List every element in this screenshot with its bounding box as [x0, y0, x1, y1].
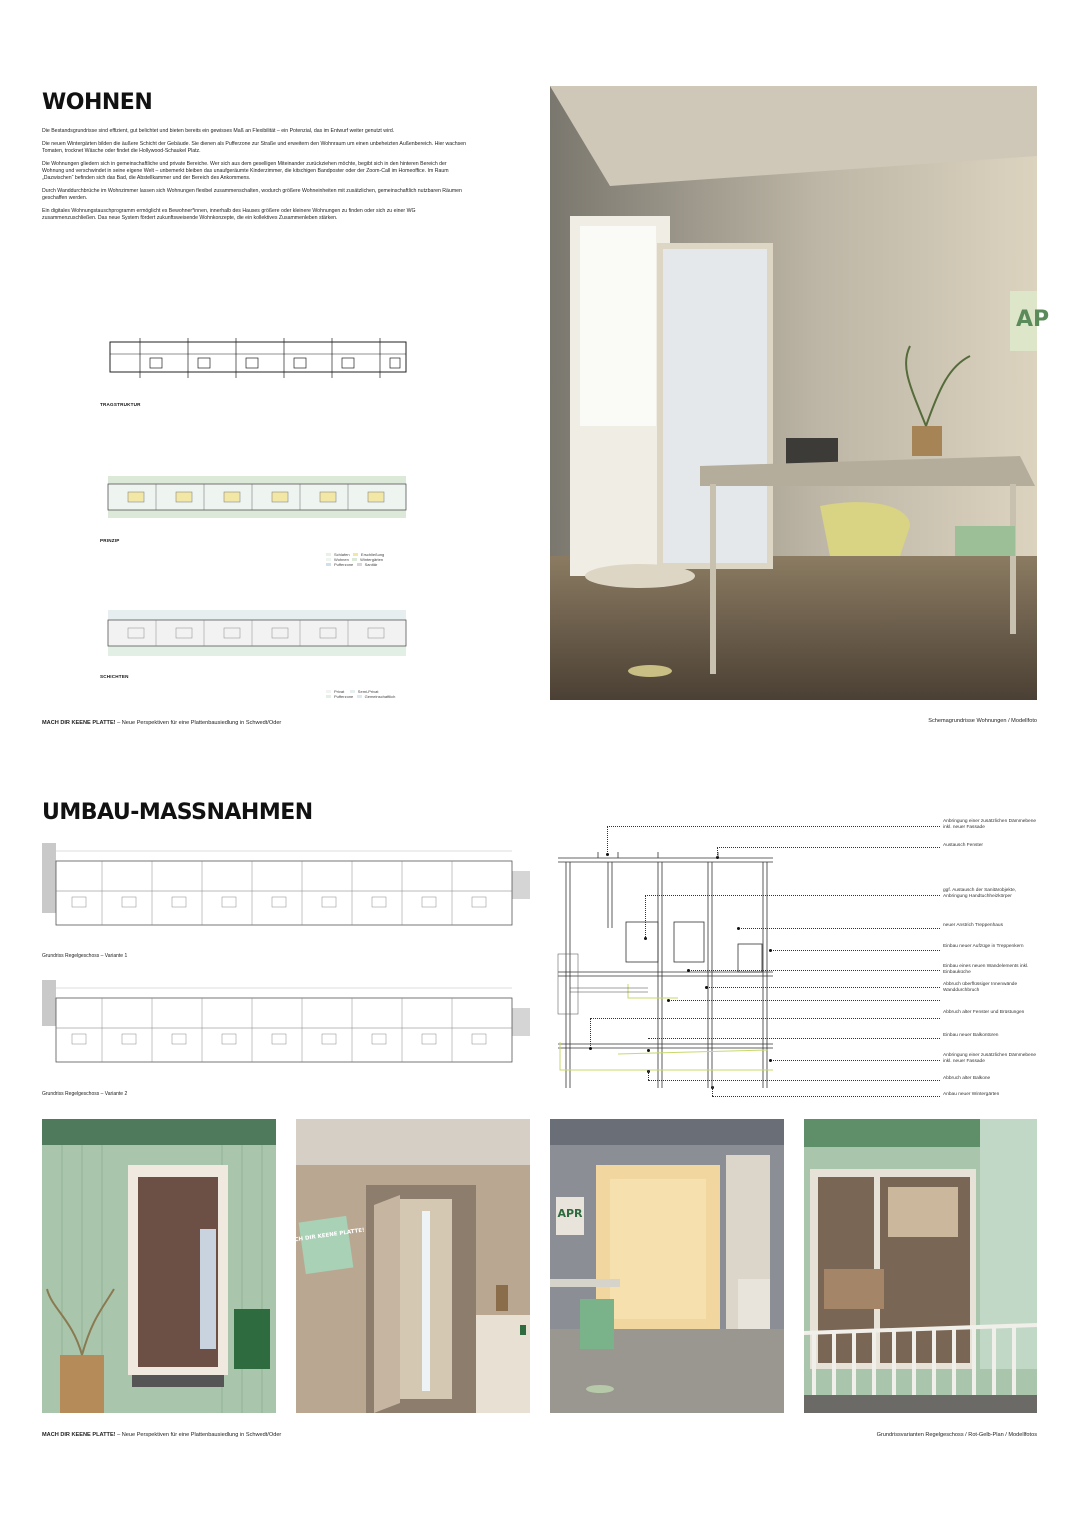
leader-line — [712, 1096, 940, 1097]
plan-caption: Grundriss Regelgeschoss – Variante 1 — [42, 953, 128, 959]
floorplan-variante-1 — [42, 843, 532, 949]
footer-page1 — [42, 720, 281, 726]
plan-tragstruktur — [100, 334, 410, 388]
paragraph: Durch Wanddurchbrüche im Wohnzimmer lassen sich Wohnungen flexibel zusammenschalten, wodurch größere Wohneinheiten mit zusätzlichen, gemeinschaftlich nutzbaren Räumen geschaffen werden. — [42, 188, 462, 201]
leader-vertical — [607, 826, 609, 854]
footer-text: – Neue Perspektiven für eine Plattenbausiedlung in Schwedt/Oder — [115, 1432, 282, 1438]
annotation: Einbau eines neuen Wandelements inkl. Einbauküche — [943, 964, 1029, 976]
footer-brand: MACH DIR KEENE PLATTE! — [42, 1432, 116, 1438]
paragraph: Ein digitales Wohnungstauschprogramm ermöglicht es Bewohner*innen, innerhalb des Hauses größere oder kleinere Wohnungen zu finden oder sich zu einer WG zusammenzuschließen. Das neue System fördert zukunftsweisende Wohnkonzepte, die ein kollektives Zusammenleben stärken. — [42, 208, 416, 221]
leader-vertical — [717, 847, 719, 857]
leader-dot — [606, 853, 609, 856]
model-photo-winter-garden — [804, 1119, 1037, 1413]
leader-line — [717, 847, 940, 848]
leader-line — [770, 1060, 940, 1061]
leader-line — [668, 1000, 940, 1001]
leader-vertical — [645, 895, 647, 939]
model-photo-kitchen — [550, 1119, 784, 1413]
leader-vertical — [590, 1018, 592, 1048]
paragraph: Die Bestandsgrundrisse sind effizient, gut belichtet und bieten bereits ein gewisses Maß an Flexibilität – ein Potenzial, das im Entwurf weiter genutzt wird. — [42, 128, 395, 134]
footer-text: – Neue Perspektiven für eine Plattenbausiedlung in Schwedt/Oder — [115, 720, 282, 726]
plan-label: SCHICHTEN — [100, 674, 129, 679]
leader-dot — [687, 969, 690, 972]
photo-caption-page2: Grundrissvarianten Regelgeschoss / Rot-Gelb-Plan / Modellfotos — [876, 1432, 1037, 1438]
floorplan-variante-2 — [42, 980, 532, 1086]
annotation: ggf. Austausch der Sanitärobjekte, Anbringung Handtuchheizkörper — [943, 888, 1017, 900]
leader-dot — [705, 986, 708, 989]
legend-item: Pufferzone — [334, 694, 354, 699]
legend-item: Schlafen — [334, 552, 350, 557]
calendar-text: APR — [557, 1207, 583, 1220]
legend-item: Semi-Privat — [357, 689, 379, 694]
leader-vertical — [712, 1086, 714, 1096]
plan-prinzip — [100, 470, 410, 526]
legend-item: Wohnen — [334, 557, 349, 562]
plan-label: PRINZIP — [100, 538, 120, 543]
leader-line — [738, 928, 940, 929]
leader-line — [648, 1038, 940, 1039]
intro-text — [42, 128, 470, 228]
legend-item: Erschließung — [360, 552, 385, 557]
footer-brand: MACH DIR KEENE PLATTE! — [42, 720, 116, 726]
footer-page2 — [42, 1432, 281, 1438]
annotation: Anbau neuer Wintergärten — [943, 1092, 1000, 1097]
leader-dot — [737, 927, 740, 930]
paragraph: Die neuen Wintergärten bilden die äußere Schicht der Gebäude. Sie dienen als Pufferzone zur Straße und erweitern den Wohnraum um einen unbeheizten Außenbereich. Hier wachsen Tomaten, trocknet Wäsche oder findet die Hollywood-Schaukel Platz. — [42, 141, 466, 154]
annotation: Einbau neuer Balkontüren — [943, 1033, 999, 1038]
leader-dot — [769, 1059, 772, 1062]
leader-line — [770, 950, 940, 951]
paragraph: Die Wohnungen gliedern sich in gemeinschaftliche und private Bereiche. Wer sich aus dem geselligen Miteinander zurückziehen möchte, begibt sich in den hinteren Bereich der Wohnung und verschwindet in seine eigene Welt – unbemerkt bleiben das unaufgeräumte Kinderzimmer, die kitschigen Bandposter oder der Zoom-Call im Homeoffice. Im Raum „Dazwischen“ befinden sich das Bad, die Abstellkammer und der Bereich des Ankommens. — [42, 161, 449, 181]
legend-item: Wintergärten — [360, 557, 384, 562]
poster-text: AP — [1016, 307, 1050, 332]
leader-dot — [644, 937, 647, 940]
leader-line — [706, 987, 940, 988]
photo-caption-page1: Schemagrundrisse Wohnungen / Modellfoto — [928, 718, 1037, 724]
leader-dot — [647, 1049, 650, 1052]
plan-schichten — [100, 606, 410, 662]
leader-line — [688, 970, 940, 971]
legend-item: Pufferzone — [334, 562, 354, 567]
leader-dot — [589, 1047, 592, 1050]
annotation: Einbau neuer Aufzüge in Treppenkern — [943, 944, 1024, 949]
sign-text: MACH DIR KEENE PLATTE! — [284, 1227, 365, 1245]
legend-item: Privat — [334, 689, 345, 694]
page-title-umbau: UMBAU-MASSNAHMEN — [42, 800, 313, 825]
model-photo-living-room — [550, 86, 1050, 700]
annotation: Abbruch alter Fenster und Brüstungen — [943, 1010, 1025, 1015]
legend-prinzip — [326, 552, 416, 567]
leader-line — [590, 1018, 940, 1019]
leader-vertical — [648, 1070, 650, 1080]
plan-caption: Grundriss Regelgeschoss – Variante 2 — [42, 1091, 128, 1097]
leader-line — [648, 1080, 940, 1081]
legend-item: Sanitär — [364, 562, 378, 567]
page-title-wohnen: WOHNEN — [42, 90, 153, 115]
legend-schichten — [326, 689, 416, 699]
annotation: Abbruch überflüssiger Innenwände Wanddurchbruch — [943, 982, 1018, 994]
legend-item: Gemeinschaftlich — [364, 694, 396, 699]
model-photo-entrance — [42, 1119, 276, 1413]
model-photo-door — [284, 1119, 530, 1413]
leader-dot — [769, 949, 772, 952]
annotation: Anbringung einer zusätzlichen Dämmebene inkl. neuer Fassade — [943, 1053, 1037, 1065]
plan-label: TRAGSTRUKTUR — [100, 402, 141, 407]
annotation: Austausch Fenster — [943, 843, 983, 848]
annotation: Anbringung einer zusätzlichen Dämmebene inkl. neuer Fassade — [943, 819, 1037, 831]
leader-dot — [667, 999, 670, 1002]
annotation: Abbruch alter Balkone — [943, 1076, 991, 1081]
annotation: neuer Anstrich Treppenhaus — [943, 923, 1004, 928]
leader-line — [645, 895, 940, 896]
leader-line — [607, 826, 940, 827]
